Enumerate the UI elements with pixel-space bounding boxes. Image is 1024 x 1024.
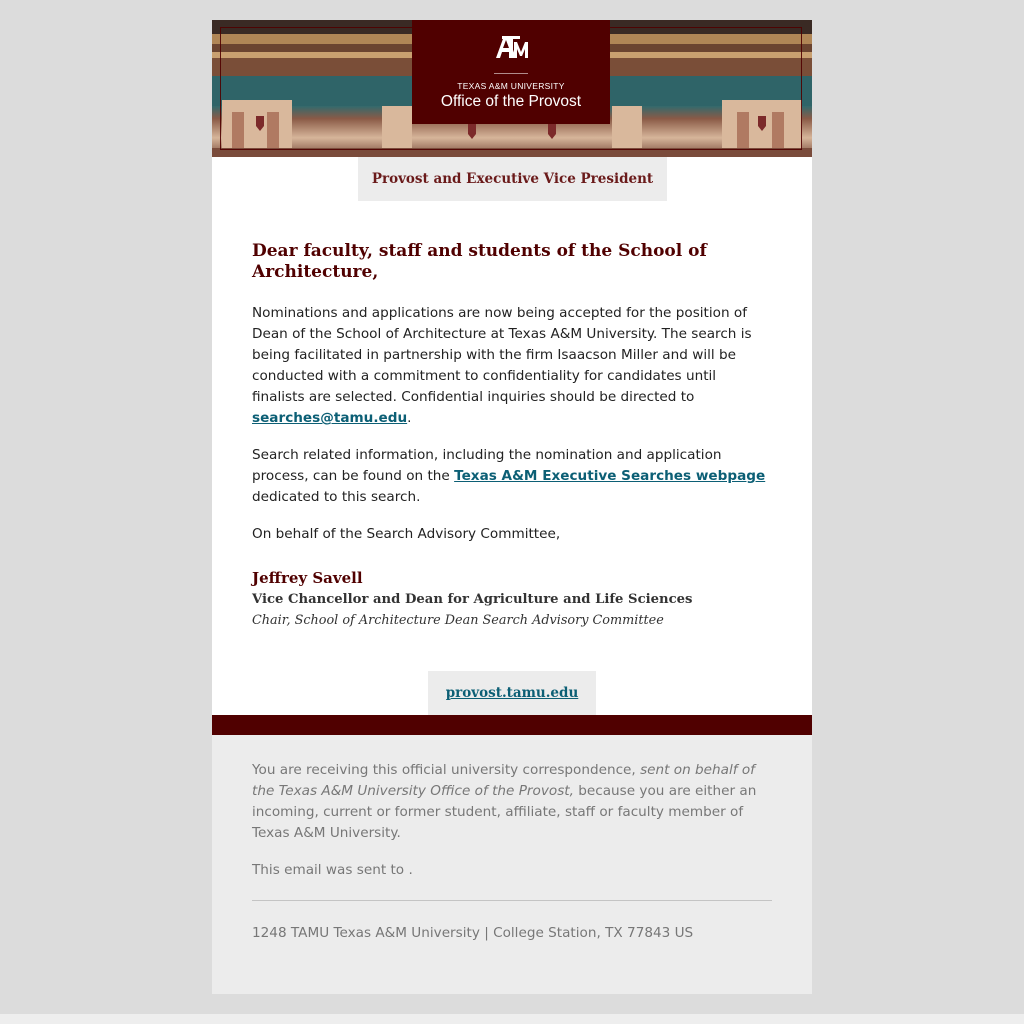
greeting-heading: Dear faculty, staff and students of the School of Architecture,: [252, 241, 707, 282]
executive-searches-link[interactable]: Texas A&M Executive Searches webpage: [454, 468, 766, 484]
footer-notice-before: You are receiving this official university correspondence,: [252, 762, 641, 778]
signature-role: Chair, School of Architecture Dean Search Advisory Committee: [252, 613, 664, 628]
paragraph-search-info: [252, 445, 772, 508]
paragraph-search-info-after: dedicated to this search.: [252, 489, 421, 505]
footer-notice-italic: sent on behalf of the Texas A&M University Office of the Provost,: [252, 762, 755, 799]
paragraph-nominations-end: .: [407, 410, 412, 426]
logo-divider: [494, 73, 528, 74]
footer-address: 1248 TAMU Texas A&M University | College Station, TX 77843 US: [252, 925, 694, 941]
provost-site-link[interactable]: provost.tamu.edu: [445, 685, 579, 701]
logo-university-text: TEXAS A&M UNIVERSITY: [457, 81, 565, 91]
logo-office-text: Office of the Provost: [440, 93, 582, 110]
footer-divider: [252, 900, 772, 901]
department-tab: Provost and Executive Vice President: [358, 157, 667, 201]
searches-email-link[interactable]: searches@tamu.edu: [252, 410, 408, 426]
signature-title: Vice Chancellor and Dean for Agriculture and Life Sciences: [252, 592, 693, 607]
footer-notice: [252, 760, 772, 844]
atm-logo-icon: [492, 32, 530, 62]
bottom-strip: [0, 1014, 1024, 1024]
header-banner: [212, 20, 812, 157]
paragraph-nominations-text: Nominations and applications are now being accepted for the position of Dean of the School of Architecture at Texas A&M University. The search is being facilitated in partnership with the firm Isaacson Miller and will be conducted with a commitment to confidentiality for candidates until finalists are selected. Confidential inquiries should be directed to: [252, 305, 752, 405]
paragraph-on-behalf: On behalf of the Search Advisory Committee,: [252, 526, 561, 542]
provost-logo[interactable]: [412, 20, 610, 124]
email-container: [212, 20, 812, 994]
paragraph-search-info-before: Search related information, including the nomination and application process, can be found on the: [252, 447, 722, 484]
signature-name: Jeffrey Savell: [252, 569, 363, 587]
maroon-divider-bar: [212, 715, 812, 735]
footer-notice-after: because you are either an incoming, current or former student, affiliate, staff or faculty member of Texas A&M University.: [252, 783, 757, 841]
paragraph-nominations: [252, 303, 772, 429]
letter-body: [252, 241, 772, 628]
footer: [212, 735, 812, 994]
footer-sent-to: This email was sent to .: [252, 862, 413, 878]
site-tab: [428, 671, 596, 715]
